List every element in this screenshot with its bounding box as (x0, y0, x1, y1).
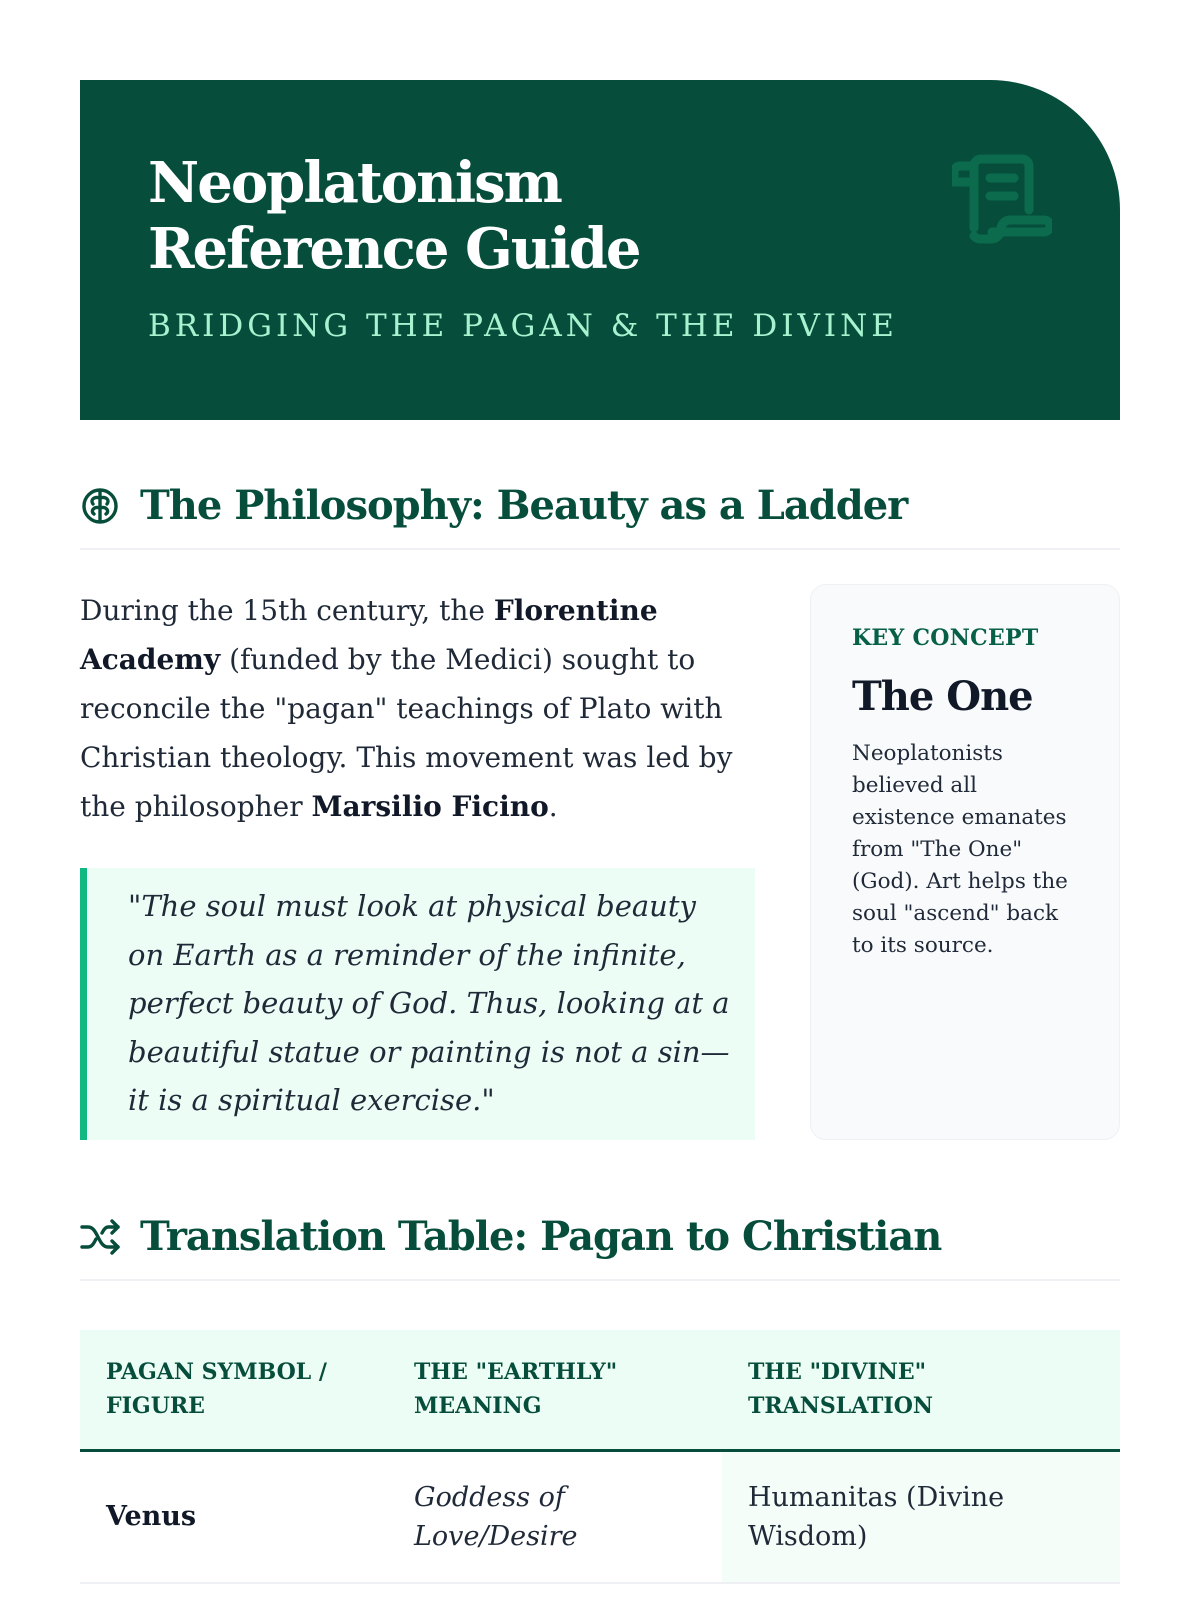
table-row (80, 1450, 1120, 1583)
brain-icon (80, 486, 120, 526)
shuffle-icon (80, 1217, 120, 1257)
reference-guide-page (80, 80, 1120, 1552)
key-concept-label: KEY CONCEPT (852, 625, 1039, 651)
cell-earthly-meaning: Goddess of Love/Desire (388, 1450, 722, 1583)
cell-pagan-symbol: Venus (80, 1450, 388, 1583)
page-title: Neoplatonism Reference Guide (148, 150, 640, 282)
key-concept-body: Neoplatonists believed all existence emanates from "The One" (God). Art helps the soul "ascend" back to its source. (852, 741, 1068, 958)
key-concept-title: The One (852, 673, 1033, 720)
intro-text: (funded by the Medici) sought to reconcile the "pagan" teachings of Plato with Christian theology. This movement was led by the philosopher (80, 643, 733, 823)
intro-bold-academy: Florentine Academy (80, 594, 658, 676)
column-header-pagan-symbol: PAGAN SYMBOL / FIGURE (80, 1330, 388, 1450)
translation-section-heading (80, 1211, 1120, 1281)
translation-table (80, 1330, 1120, 1584)
key-concept-card (810, 584, 1120, 1140)
header-banner (80, 80, 1120, 420)
translation-heading: Translation Table: Pagan to Christian (140, 1213, 942, 1260)
philosophy-heading: The Philosophy: Beauty as a Ladder (140, 482, 908, 529)
ficino-quote: "The soul must look at physical beauty on Earth as a reminder of the infinite, perfect beauty of God. Thus, looking at a beautiful statue or painting is not a sin—it is a spiritual exercise." (80, 868, 755, 1140)
column-header-earthly-meaning: THE "EARTHLY" MEANING (388, 1330, 722, 1450)
intro-text: During the 15th century, the (80, 594, 494, 627)
page-subtitle: BRIDGING THE PAGAN & THE DIVINE (148, 308, 898, 344)
intro-paragraph (80, 586, 750, 831)
table-header-row (80, 1330, 1120, 1450)
column-header-divine-translation: THE "DIVINE" TRANSLATION (722, 1330, 1120, 1450)
intro-text: . (548, 790, 558, 823)
scroll-icon (952, 152, 1052, 248)
intro-bold-ficino: Marsilio Ficino (311, 790, 549, 823)
cell-divine-translation: Humanitas (Divine Wisdom) (722, 1450, 1120, 1583)
philosophy-section-heading (80, 480, 1120, 550)
